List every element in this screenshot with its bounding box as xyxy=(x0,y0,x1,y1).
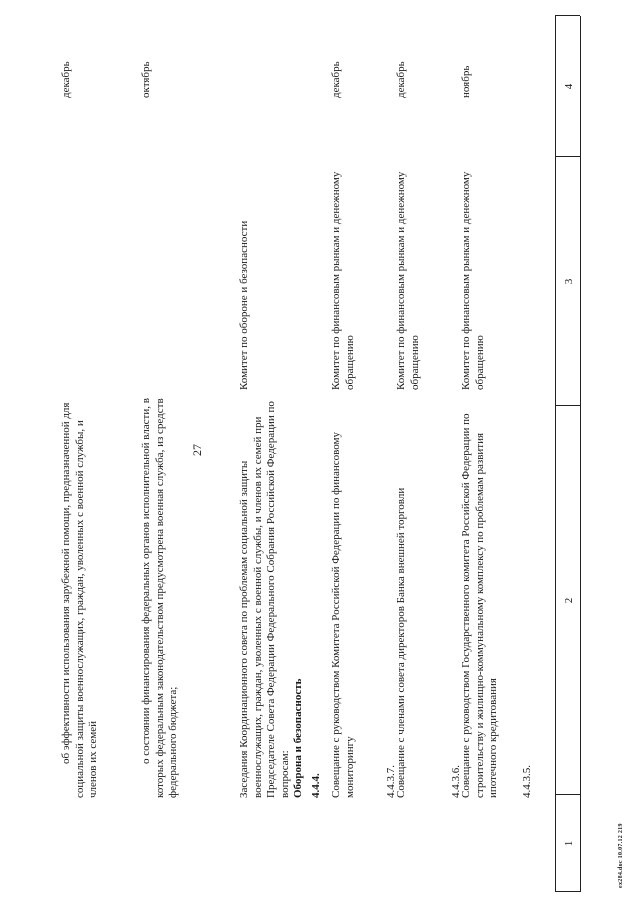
row-committee: Комитет по финансовым рынкам и денежному обращению xyxy=(460,171,486,390)
section-item: о состоянии финансирования федеральных органов исполнительной власти, в которых федеральным законодательством предусмотрена военная служба, из средств федерального бюджета; xyxy=(140,398,179,798)
column-header-4: 4 xyxy=(563,83,575,90)
row-committee: Комитет по финансовым рынкам и денежному обращению xyxy=(330,171,356,390)
row-date: декабрь xyxy=(330,61,342,98)
column-header-1: 1 xyxy=(563,840,575,847)
row-date: декабрь xyxy=(395,61,407,98)
section-intro: Заседания Координационного совета по проблемам социальной защиты военнослужащих, граждан, уволенных с военной службы, и членов их семей при Председателе Совета Федерации Федерального Собрания Российской Федерации по вопросам: xyxy=(238,401,291,798)
table-top-border xyxy=(555,16,556,892)
row-date: ноябрь xyxy=(460,65,472,98)
section-item-date: октябрь xyxy=(140,61,152,98)
section-number: 4.4.4. xyxy=(310,773,322,798)
row-text: Совещание с членами совета директоров Банка внешней торговли xyxy=(395,487,407,798)
column-header-2: 2 xyxy=(563,597,575,604)
row-committee: Комитет по финансовым рынкам и денежному обращению xyxy=(395,171,421,390)
section-title: Оборона и безопасность xyxy=(292,678,304,798)
table-header-divider xyxy=(580,16,581,892)
column-header-3: 3 xyxy=(563,278,575,285)
row-text: Совещание с руководством Государственного комитета Российской Федерации по строительству и жилищно-коммунальному комплексу по проблемам развития ипотечного кредитования xyxy=(460,413,499,798)
row-number: 4.4.3.5. xyxy=(521,765,533,798)
row-text: Совещание с руководством Комитета Российской Федерации по финансовому мониторингу xyxy=(330,432,356,798)
section-item-date: декабрь xyxy=(60,61,72,98)
page-number: 27 xyxy=(190,444,204,456)
row-number: 4.4.3.7. xyxy=(385,765,397,798)
footer-code: ex284.doc 10.07.12 219 xyxy=(618,823,624,888)
section-committee: Комитет по обороне и безопасности xyxy=(238,220,250,390)
section-item: об эффективности использования зарубежной помощи, предназначенной для социальной защиты военнослужащих, граждан, уволенных с военной службы, и членов их семей xyxy=(60,402,99,798)
row-number: 4.4.3.6. xyxy=(450,765,462,798)
